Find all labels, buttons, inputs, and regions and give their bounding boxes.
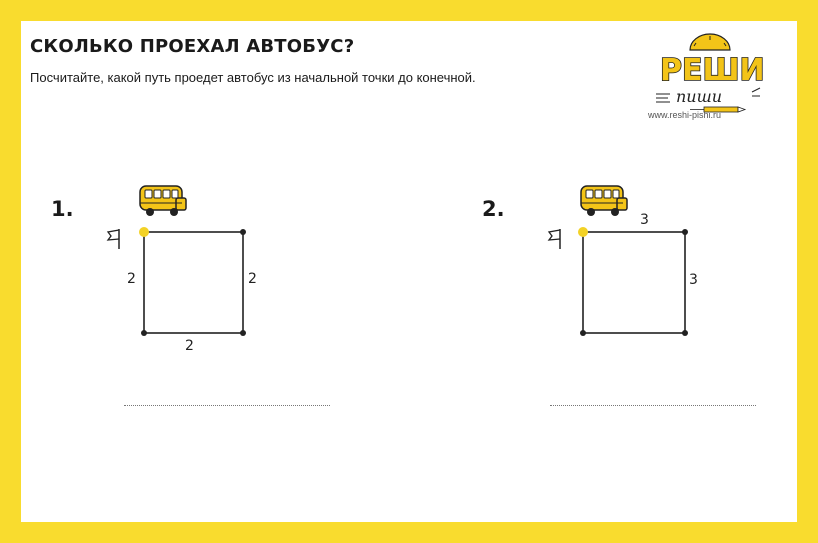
answer-line-2[interactable] — [550, 405, 756, 406]
logo-ruler-icon — [690, 34, 730, 50]
flag-icon — [105, 228, 123, 250]
corner-point — [580, 330, 586, 336]
side-length-left: 2 — [127, 271, 136, 287]
path-square-1 — [140, 228, 248, 338]
corner-point — [682, 330, 688, 336]
task-1-number: 1. — [51, 197, 74, 221]
logo-url: www.reshi-pishi.ru — [648, 110, 722, 120]
worksheet-title: СКОЛЬКО ПРОЕХАЛ АВТОБУС? — [30, 36, 355, 57]
side-length-bottom: 2 — [185, 338, 194, 354]
bus-icon — [577, 184, 629, 220]
path-square-2 — [579, 228, 691, 338]
corner-point — [240, 330, 246, 336]
flag-icon — [546, 228, 564, 250]
corner-point — [240, 229, 246, 235]
logo-word-top: РЕШИ — [660, 53, 765, 88]
corner-point — [141, 330, 147, 336]
worksheet-instructions: Посчитайте, какой путь проедет автобус из начальной точки до конечной. — [30, 70, 476, 85]
logo-graphic — [624, 12, 765, 122]
logo-word-bottom: пиши — [676, 87, 723, 106]
start-point-icon — [139, 227, 149, 237]
side-length-top: 3 — [640, 212, 649, 228]
corner-point — [682, 229, 688, 235]
reshi-pishi-logo — [624, 12, 765, 122]
side-length-right: 2 — [248, 271, 257, 287]
answer-line-1[interactable] — [124, 405, 330, 406]
start-point-icon — [578, 227, 588, 237]
task-2-number: 2. — [482, 197, 505, 221]
bus-icon — [136, 184, 188, 220]
side-length-right: 3 — [689, 272, 698, 288]
